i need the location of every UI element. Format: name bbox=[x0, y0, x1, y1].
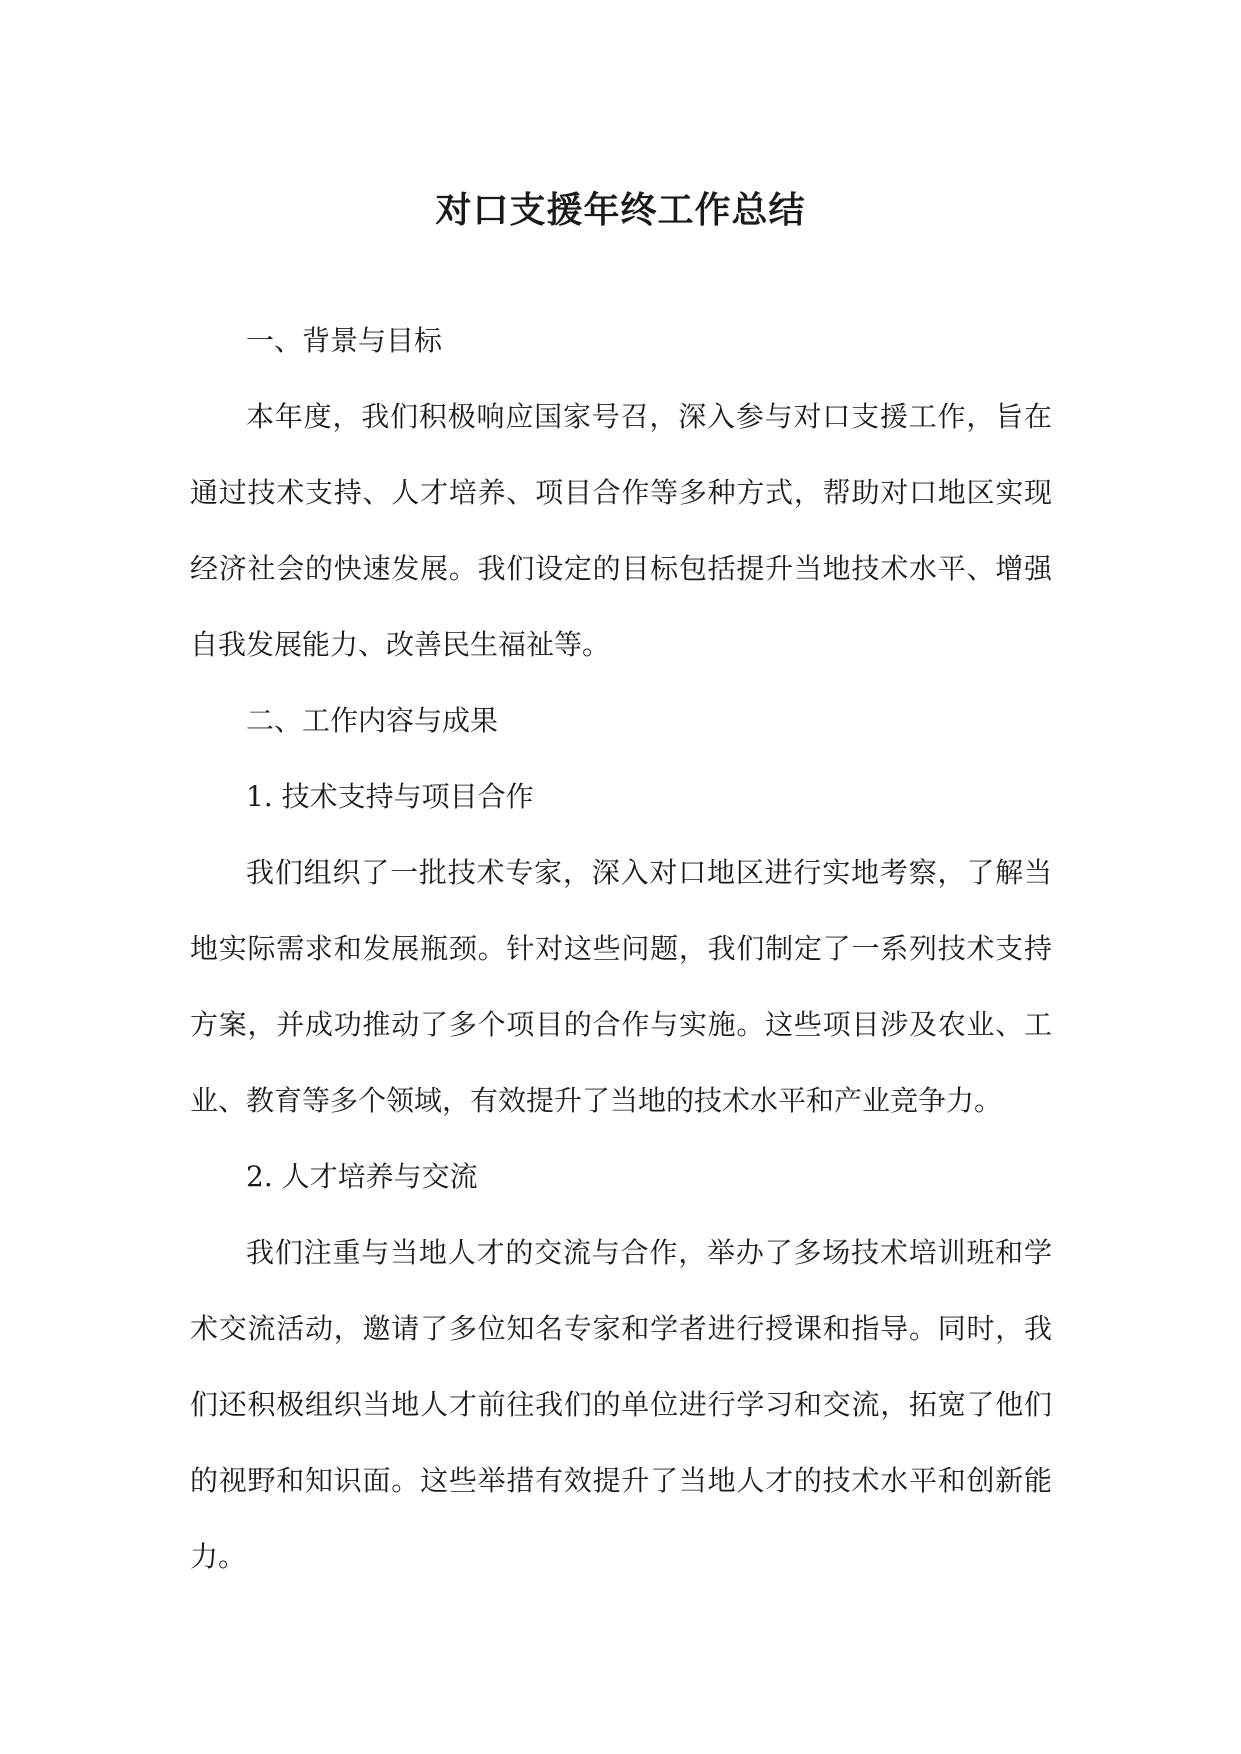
paragraph-talent: 我们注重与当地人才的交流与合作，举办了多场技术培训班和学术交流活动，邀请了多位知名专家和学者进行授课和指导。同时，我们还积极组织当地人才前往我们的单位进行学习和交流，拓宽了他们的视野和知识面。这些举措有效提升了当地人才的技术水平和创新能力。 bbox=[190, 1236, 1052, 1573]
document-title: 对口支援年终工作总结 bbox=[435, 189, 806, 231]
paragraph-tech: 我们组织了一批技术专家，深入对口地区进行实地考察，了解当地实际需求和发展瓶颈。针对这些问题，我们制定了一系列技术支持方案，并成功推动了多个项目的合作与实施。这些项目涉及农业、工业、教育等多个领域，有效提升了当地的技术水平和产业竞争力。 bbox=[190, 856, 1052, 1117]
paragraph-background: 本年度，我们积极响应国家号召，深入参与对口支援工作，旨在通过技术支持、人才培养、项目合作等多种方式，帮助对口地区实现经济社会的快速发展。我们设定的目标包括提升当地技术水平、增强自我发展能力、改善民生福祉等。 bbox=[190, 400, 1052, 661]
section-heading-work: 二、工作内容与成果 bbox=[246, 704, 499, 737]
subsection-heading-tech: 1. 技术支持与项目合作 bbox=[246, 780, 534, 813]
section-heading-background: 一、背景与目标 bbox=[246, 324, 443, 357]
document-body bbox=[190, 303, 1052, 1595]
subsection-heading-talent: 2. 人才培养与交流 bbox=[246, 1160, 478, 1193]
